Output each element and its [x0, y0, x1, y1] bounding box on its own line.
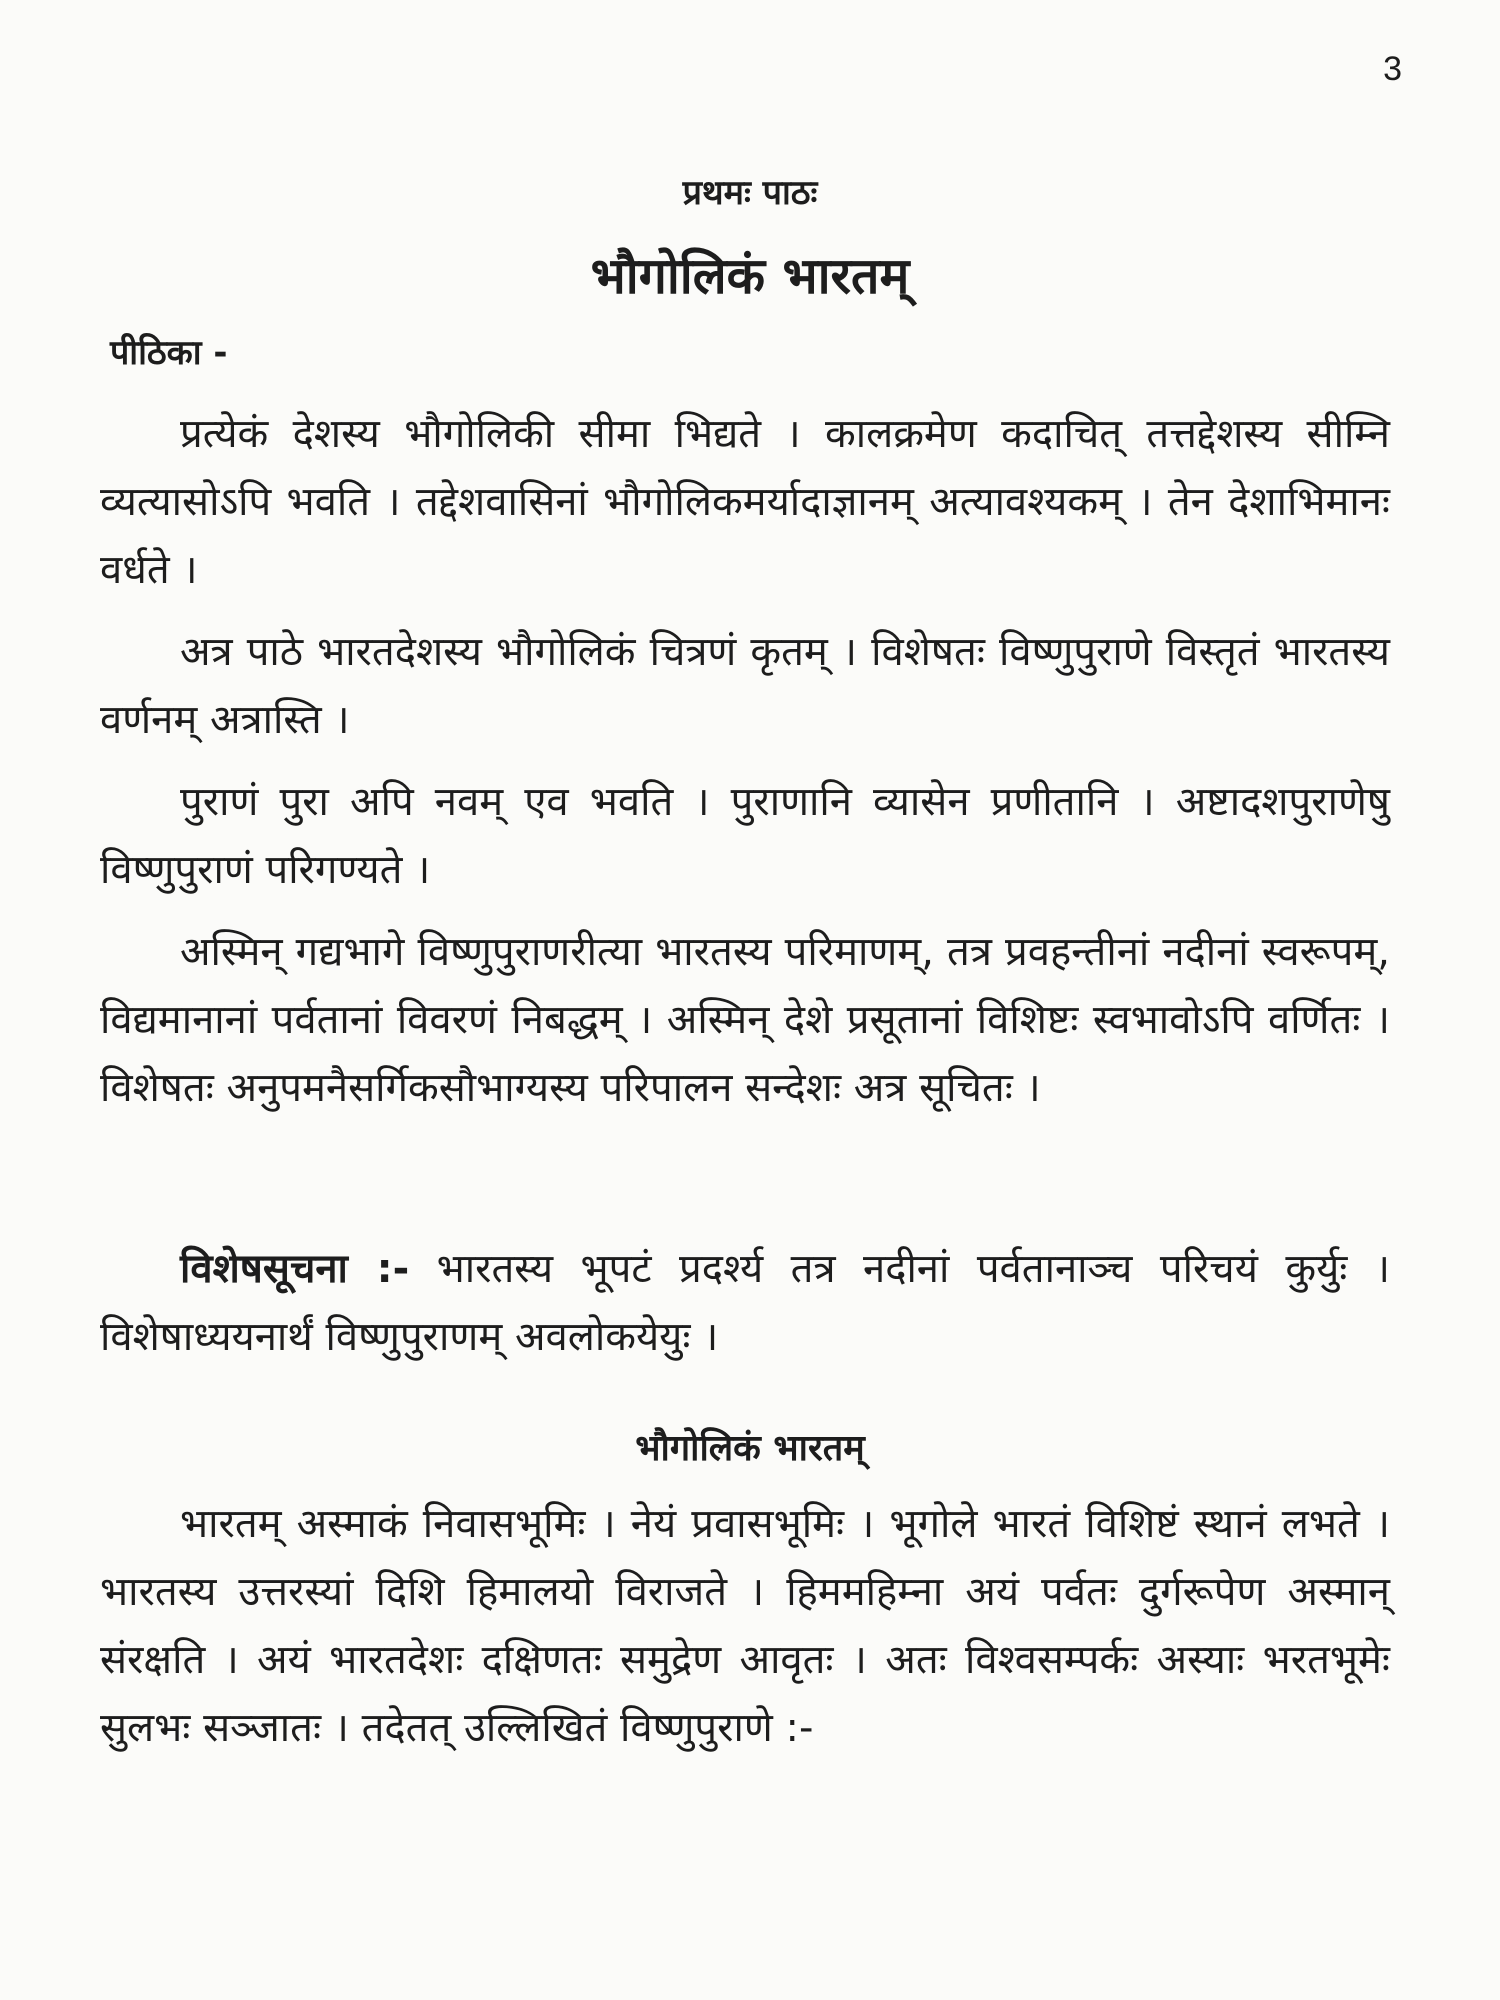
special-note-label: विशेषसूचना :- — [180, 1246, 410, 1292]
intro-body — [100, 400, 1390, 1136]
intro-paragraph: प्रत्येकं देशस्य भौगोलिकी सीमा भिद्यते । कालक्रमेण कदाचित् तत्तद्देशस्य सीम्नि व्यत्यासोऽपि भवति । तद्देशवासिनां भौगोलिकमर्यादाज्ञानम् अत्यावश्यकम् । तेन देशाभिमानः वर्धते । — [100, 411, 1390, 593]
main-paragraph: भारतम् अस्माकं निवासभूमिः । नेयं प्रवासभूमिः । भूगोले भारतं विशिष्टं स्थानं लभते । भारतस्य उत्तरस्यां दिशि हिमालयो विराजते । हिममहिम्ना अयं पर्वतः दुर्गरूपेण अस्मान् संरक्षति । अयं भारतदेशः दक्षिणतः समुद्रेण आवृतः । अतः विश्वसम्पर्कः अस्याः भरतभूमेः सुलभः सञ्जातः । तदेतत् उल्लिखितं विष्णुपुराणे :- — [100, 1501, 1390, 1751]
special-note-paragraph — [100, 1235, 1390, 1371]
page-number: 3 — [1383, 50, 1402, 88]
lesson-number: प्रथमः पाठः — [682, 173, 818, 213]
lesson-title: भौगोलिकं भारतम् — [590, 247, 910, 305]
intro-paragraph: अत्र पाठे भारतदेशस्य भौगोलिकं चित्रणं कृतम् । विशेषतः विष्णुपुराणे विस्तृतं भारतस्य वर्णनम् अत्रास्ति । — [100, 629, 1390, 743]
intro-heading: पीठिका - — [110, 333, 228, 373]
intro-paragraph: पुराणं पुरा अपि नवम् एव भवति । पुराणानि व्यासेन प्रणीतानि । अष्टादशपुराणेषु विष्णुपुराणं परिगण्यते । — [100, 779, 1390, 893]
special-note — [100, 1235, 1390, 1371]
section-heading: भौगोलिकं भारतम् — [635, 1428, 865, 1469]
main-body — [100, 1490, 1390, 1762]
special-note-text: भारतस्य भूपटं प्रदर्श्य तत्र नदीनां पर्वतानाञ्च परिचयं कुर्युः । विशेषाध्ययनार्थं विष्णुपुराणम् अवलोकयेयुः । — [100, 1246, 1390, 1360]
intro-paragraph: अस्मिन् गद्यभागे विष्णुपुराणरीत्या भारतस्य परिमाणम्, तत्र प्रवहन्तीनां नदीनां स्वरूपम्, विद्यमानानां पर्वतानां विवरणं निबद्धम् । अस्मिन् देशे प्रसूतानां विशिष्टः स्वभावोऽपि वर्णितः । विशेषतः अनुपमनैसर्गिकसौभाग्यस्य परिपालन सन्देशः अत्र सूचितः । — [100, 929, 1390, 1111]
